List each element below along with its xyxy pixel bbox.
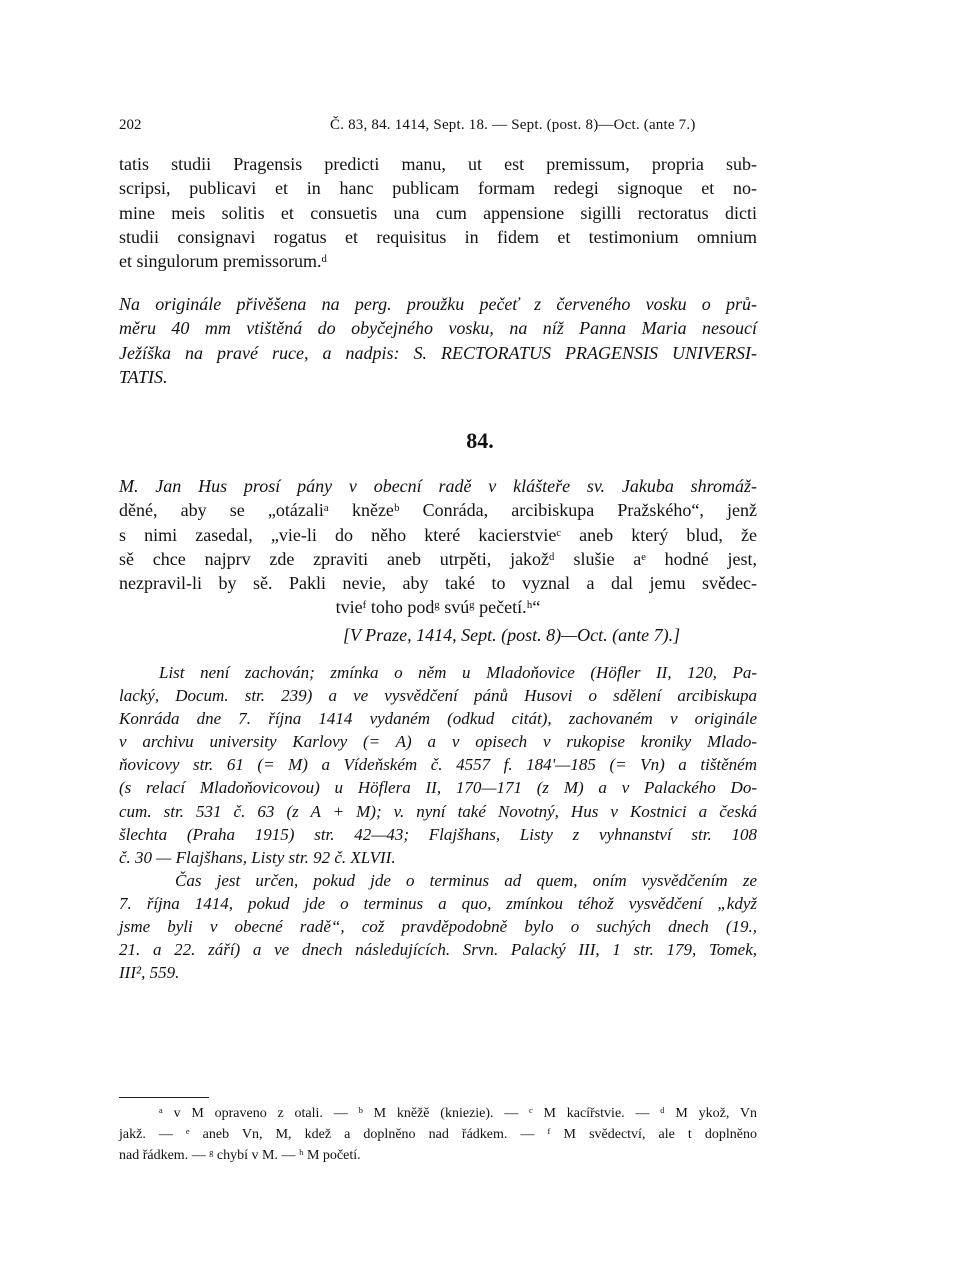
footnotes <box>119 1106 757 1169</box>
text-line: (s relací Mladoňovicovou) u Höflera II, 170—171 (z M) a v Palackého Do- <box>119 778 757 798</box>
page-header <box>119 117 762 137</box>
text-line: šlechta (Praha 1915) str. 42—43; Flajšhans, Listy z vyhnanství str. 108 <box>119 824 757 844</box>
page-number: 202 <box>119 117 142 133</box>
footnote-rule <box>119 1097 209 1098</box>
text-line: 21. a 22. září) a ve dnech následujících. Srvn. Palacký III, 1 str. 179, Tomek, <box>119 940 757 960</box>
text-line: cum. str. 531 č. 63 (z A + M); v. nyní také Novotný, Hus v Kostnici a česká <box>119 801 757 821</box>
main-text <box>119 154 757 275</box>
running-title: Č. 83, 84. 1414, Sept. 18. — Sept. (post. 8)—Oct. (ante 7.) <box>330 117 696 133</box>
text-line: jsme byli v obecné radě“, což pravděpodobně bylo o suchých dnech (19., <box>119 917 757 937</box>
text-line: č. 30 — Flajšhans, Listy str. 92 č. XLVII. <box>119 847 396 867</box>
text-line: et singulorum premissorum.ᵈ <box>119 251 328 272</box>
footnote-line: ᵃ v M opraveno z otali. — ᵇ M kněžě (kniezie). — ᶜ M kacířstvie. — ᵈ M ykož, Vn <box>159 1106 757 1121</box>
text-line: tatis studii Pragensis predicti manu, ut est premissum, propria sub- <box>119 154 757 174</box>
text-line: mine meis solitis et consuetis una cum appensione sigilli rectoratus dicti <box>119 202 757 223</box>
text-line: tvieᶠ toho podᵍ svúᵍ pečetí.ʰ“ <box>335 597 541 618</box>
text-line: M. Jan Hus prosí pány v obecní radě v klášteře sv. Jakuba shromáž- <box>119 476 757 496</box>
text-line: děné, aby se „otázaliᵃ knězeᵇ Conráda, arcibiskupa Pražského“, jenž <box>119 500 757 521</box>
text-line: scripsi, publicavi et in hanc publicam formam redegi signoque et no- <box>119 178 757 199</box>
text-line: III², 559. <box>119 963 180 983</box>
text-line: List není zachován; zmínka o něm u Mladoňovice (Höfler II, 120, Pa- <box>159 663 757 682</box>
text-line: studii consignavi rogatus et requisitus in fidem et testimonium omnium <box>119 226 757 247</box>
text-line: Na originále přivěšena na perg. proužku pečeť z červeného vosku o prů- <box>119 294 757 314</box>
text-line: Ježíška na pravé ruce, a nadpis: S. RECTORATUS PRAGENSIS UNIVERSI- <box>119 342 757 363</box>
text-line: lacký, Docum. str. 239) a ve vysvědčení pánů Husovi o sdělení arcibiskupa <box>119 686 757 706</box>
footnote-line: jakž. — ᵉ aneb Vn, M, kdež a doplněno nad řádkem. — ᶠ M svědectví, ale t doplněno <box>119 1127 757 1142</box>
text-line: 7. října 1414, pokud jde o terminus a quo, zmínkou téhož vysvědčení „když <box>119 893 757 913</box>
text-line: Čas jest určen, pokud jde o terminus ad quem, oním vysvědčením ze <box>175 870 757 890</box>
document-number: 84. <box>466 428 494 453</box>
commentary <box>119 663 757 986</box>
text-line: Konráda dne 7. října 1414 vydaném (odkud citát), zachovaném v originále <box>119 709 757 729</box>
text-line: měru 40 mm vtištěná do obyčejného vosku, na níž Panna Maria nesoucí <box>119 318 757 339</box>
text-line: v archivu university Karlovy (= A) a v opisech v rukopise kroniky Mlado- <box>119 732 757 752</box>
text-line: nezpravil-li by sě. Pakli nevie, aby také to vyznal a dal jemu svědec- <box>119 573 757 594</box>
document-summary <box>119 476 757 622</box>
seal-note <box>119 294 757 391</box>
text-line: s nimi zasedal, „vie-li do něho které kacierstvieᶜ aneb který blud, že <box>119 524 757 545</box>
footnote-line: nad řádkem. — ᵍ chybí v M. — ʰ M početí. <box>119 1148 361 1163</box>
text-line: ňovicovy str. 61 (= M) a Vídeňském č. 4557 f. 184'—185 (= Vn) a tištěném <box>119 755 757 775</box>
text-line: sě chce najprv zde zpraviti aneb utrpěti, jakožᵈ slušie aᵉ hodné jest, <box>119 548 757 569</box>
date-line: [V Praze, 1414, Sept. (post. 8)—Oct. (ante 7).] <box>343 625 681 645</box>
text-line: TATIS. <box>119 366 168 387</box>
